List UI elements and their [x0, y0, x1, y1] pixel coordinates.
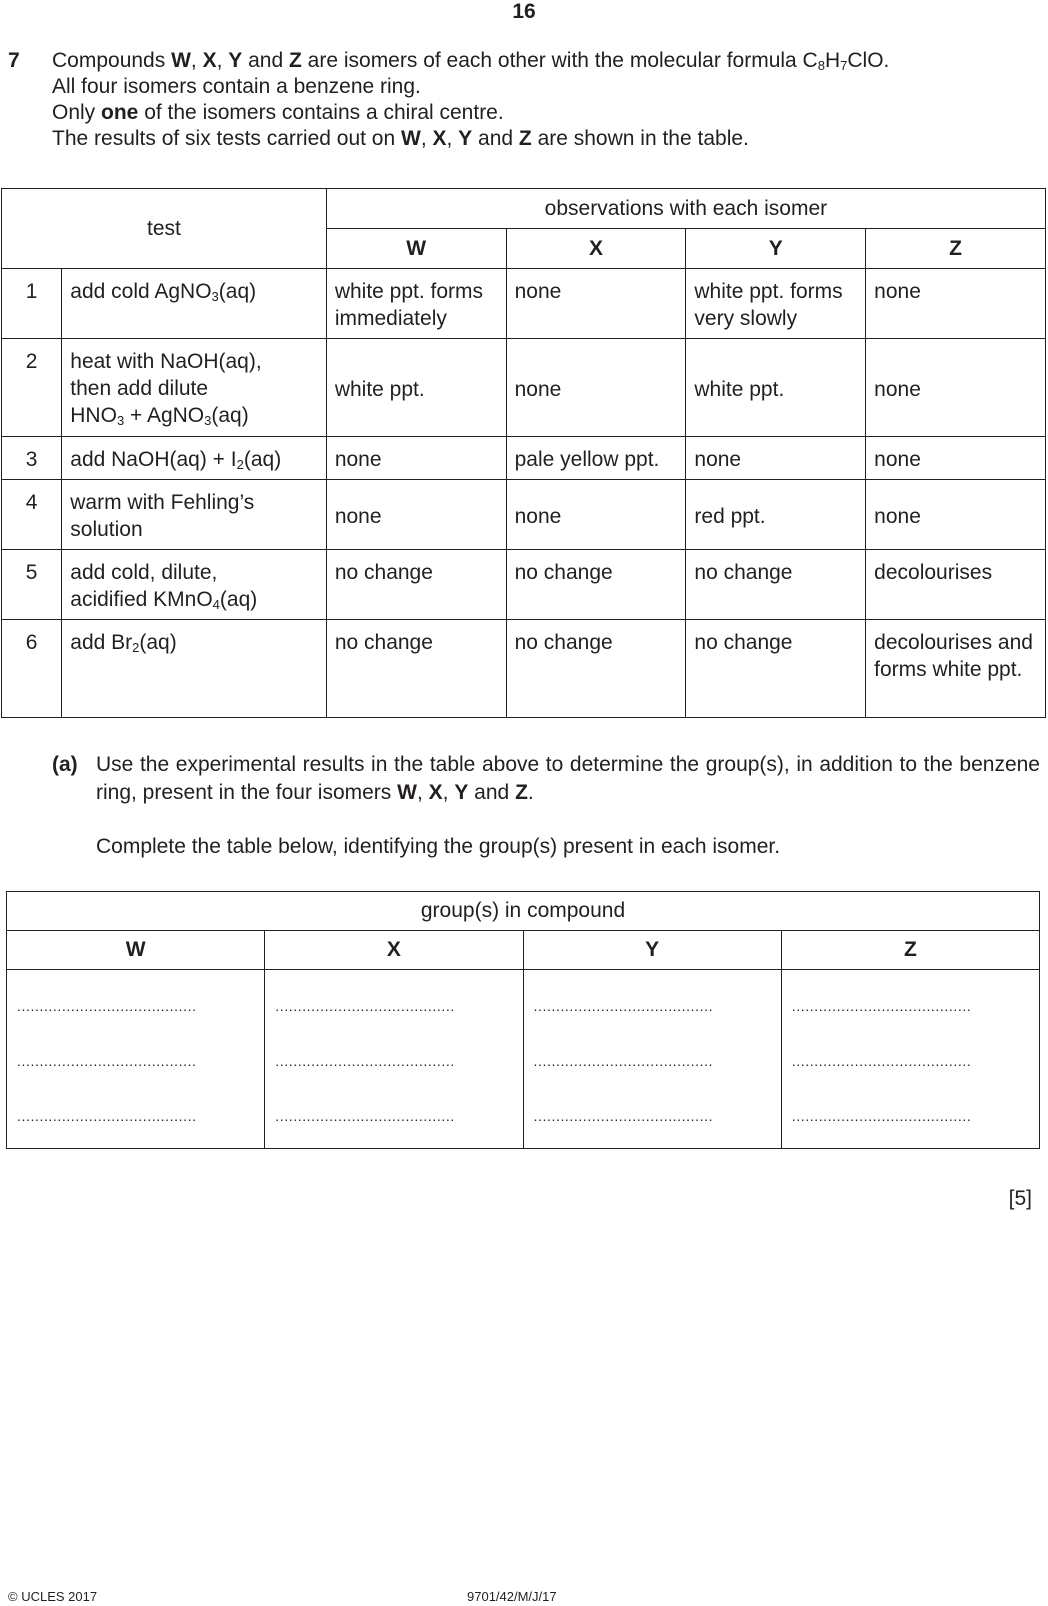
header-test: test [2, 189, 327, 269]
test-number: 6 [2, 620, 62, 718]
test-description: warm with Fehling’s solution [62, 480, 327, 550]
question-number: 7 [8, 49, 20, 72]
footer-copyright: © UCLES 2017 [8, 1589, 98, 1604]
observation-z: none [866, 269, 1046, 339]
answer-line[interactable]: ........................................ [791, 1108, 972, 1124]
observation-y: none [686, 437, 866, 480]
answer-cell-x[interactable] [265, 970, 523, 1149]
header-isomer-z: Z [866, 229, 1046, 269]
observation-z: none [866, 480, 1046, 550]
test-number: 2 [2, 339, 62, 437]
observation-z: decolourises [866, 550, 1046, 620]
observation-y: red ppt. [686, 480, 866, 550]
intro-line-3: Only one of the isomers contains a chiral centre. [52, 101, 504, 124]
test-description: heat with NaOH(aq), then add dilute $HNO_3$ + AgNO$_3$(aq) [62, 339, 327, 437]
answer-line[interactable]: ........................................ [275, 1053, 455, 1069]
groups-header-w: W [7, 931, 265, 970]
groups-header-z: Z [781, 931, 1039, 970]
intro-line-1: Compounds W, X, Y and Z are isomers of each other with the molecular formula $C_8H_7ClO$. [52, 49, 890, 73]
observation-y: white ppt. [686, 339, 866, 437]
answer-cell-y[interactable] [523, 970, 781, 1149]
answer-line[interactable]: ........................................ [17, 998, 197, 1014]
answer-line[interactable]: ........................................ [791, 1053, 972, 1069]
header-observations: observations with each isomer [326, 189, 1045, 229]
observation-z: none [866, 339, 1046, 437]
groups-header-x: X [265, 931, 523, 970]
test-number: 3 [2, 437, 62, 480]
observation-x: none [506, 339, 686, 437]
test-description: add NaOH(aq) + $I_2(aq)$ [62, 437, 327, 480]
answer-line[interactable]: ........................................ [275, 1108, 455, 1124]
observation-w: white ppt. [326, 339, 506, 437]
observation-y: no change [686, 620, 866, 718]
observation-z: none [866, 437, 1046, 480]
observation-x: no change [506, 620, 686, 718]
table-row [2, 550, 1046, 620]
observation-w: none [326, 437, 506, 480]
observation-w: no change [326, 550, 506, 620]
observation-w: none [326, 480, 506, 550]
table-row [2, 269, 1046, 339]
intro-line-4: The results of six tests carried out on W, X, Y and Z are shown in the table. [52, 127, 749, 150]
intro-line-2: All four isomers contain a benzene ring. [52, 75, 421, 98]
header-isomer-x: X [506, 229, 686, 269]
answer-cell-w[interactable] [7, 970, 265, 1149]
header-isomer-w: W [326, 229, 506, 269]
test-description: add cold, dilute, acidified KMnO$_4$(aq) [62, 550, 327, 620]
table-row [2, 339, 1046, 437]
answer-cell-z[interactable] [781, 970, 1039, 1149]
observations-table [1, 188, 1046, 718]
observation-x: none [506, 269, 686, 339]
observation-z: decolourises and forms white ppt. [866, 620, 1046, 718]
observation-x: pale yellow ppt. [506, 437, 686, 480]
table-row [2, 480, 1046, 550]
question-intro [52, 48, 1032, 152]
observation-w: white ppt. forms immediately [326, 269, 506, 339]
answer-line[interactable]: ........................................ [533, 998, 714, 1014]
observation-y: white ppt. forms very slowly [686, 269, 866, 339]
answer-line[interactable]: ........................................ [17, 1108, 197, 1124]
answer-line[interactable]: ........................................ [17, 1053, 197, 1069]
answer-line[interactable]: ........................................ [791, 998, 972, 1014]
part-a [52, 751, 1040, 861]
answer-line[interactable]: ........................................ [533, 1108, 714, 1124]
table-row [2, 437, 1046, 480]
observation-y: no change [686, 550, 866, 620]
header-isomer-y: Y [686, 229, 866, 269]
footer-code: 9701/42/M/J/17 [467, 1589, 557, 1604]
groups-table [6, 891, 1040, 1149]
groups-header-y: Y [523, 931, 781, 970]
answer-line[interactable]: ........................................ [533, 1053, 714, 1069]
test-number: 5 [2, 550, 62, 620]
part-a-label: (a) [52, 753, 78, 776]
observation-w: no change [326, 620, 506, 718]
test-description: add cold AgNO$_3$(aq) [62, 269, 327, 339]
test-number: 1 [2, 269, 62, 339]
table-row [2, 620, 1046, 718]
test-description: add $Br_2(aq)$ [62, 620, 327, 718]
part-a-text: Use the experimental results in the table above to determine the group(s), in addition to the benzene ring, present in the four isomers W, X, Y and Z. Complete the table below, identifying the group(s) present in each isomer. [96, 753, 1040, 858]
groups-header: group(s) in compound [7, 892, 1040, 931]
observation-x: no change [506, 550, 686, 620]
observation-x: none [506, 480, 686, 550]
answer-line[interactable]: ........................................ [275, 998, 455, 1014]
marks: [5] [1008, 1187, 1032, 1210]
test-number: 4 [2, 480, 62, 550]
page-number: 16 [512, 0, 536, 23]
